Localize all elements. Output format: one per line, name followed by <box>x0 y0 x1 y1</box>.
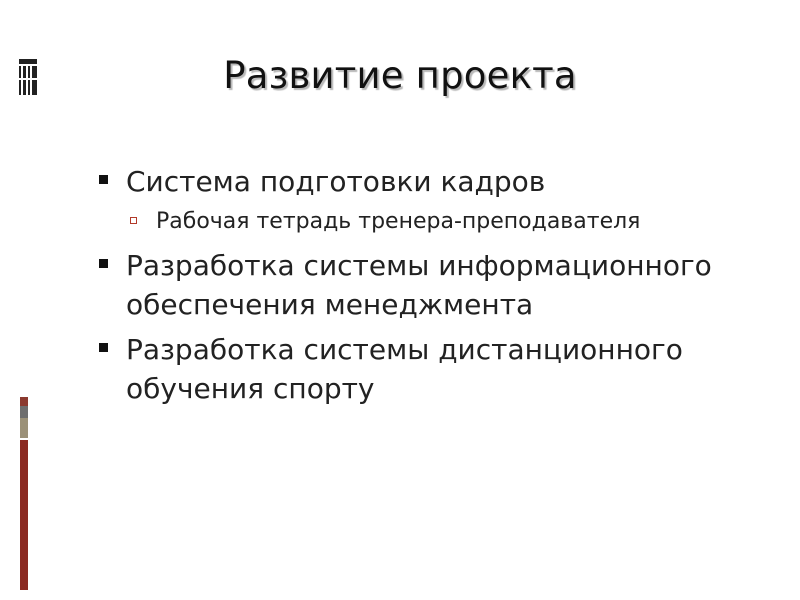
square-bullet-icon <box>99 259 108 268</box>
bullet-text: Разработка системы дистанционного обучения спорту <box>126 333 683 405</box>
left-accent-bar <box>20 440 28 590</box>
bullet-text: Разработка системы информационного обеспечения менеджмента <box>126 249 712 321</box>
left-accent-bar-segment <box>20 418 28 438</box>
slide-title: Развитие проекта <box>223 54 577 97</box>
square-bullet-icon <box>99 175 108 184</box>
bullet-item <box>96 162 776 201</box>
sub-bullet-item <box>126 205 776 238</box>
bullet-item <box>96 246 776 324</box>
bullet-text: Система подготовки кадров <box>126 165 546 198</box>
hollow-square-bullet-icon <box>130 217 137 224</box>
bullet-list <box>96 162 776 414</box>
bullet-item <box>96 330 776 408</box>
sub-bullet-text: Рабочая тетрадь тренера-преподавателя <box>156 209 641 234</box>
left-accent-bar-segment <box>20 397 28 406</box>
square-bullet-icon <box>99 343 108 352</box>
left-accent-bar-segment <box>20 406 28 418</box>
